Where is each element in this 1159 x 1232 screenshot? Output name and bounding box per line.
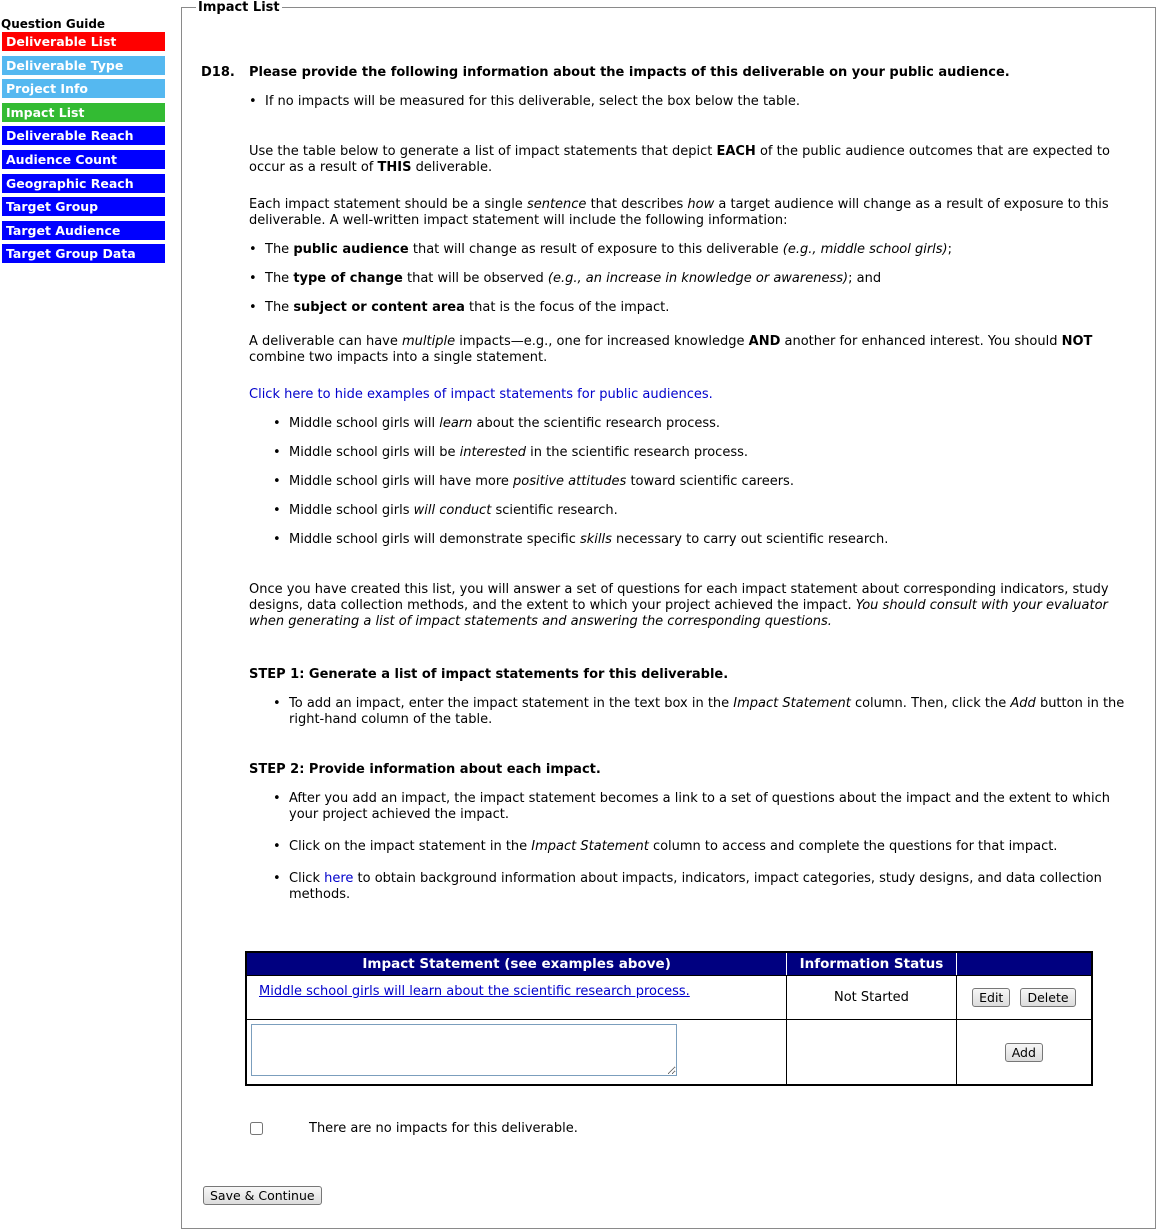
nav-audience-count[interactable]: Audience Count bbox=[2, 150, 165, 169]
step2-bullet-background: • Click here to obtain background information about impacts, indicators, impact categories, study designs, and data collection methods. bbox=[273, 871, 1139, 903]
table-row bbox=[246, 976, 1092, 1020]
col-information-status: Information Status bbox=[787, 952, 956, 976]
col-actions bbox=[956, 952, 1092, 976]
nav-project-info[interactable]: Project Info bbox=[2, 79, 165, 98]
nav-target-audience[interactable]: Target Audience bbox=[2, 221, 165, 240]
question-guide-title: Question Guide bbox=[1, 17, 106, 31]
example-item: • Middle school girls will conduct scientific research. bbox=[273, 503, 1139, 519]
example-item: • Middle school girls will learn about the scientific research process. bbox=[273, 416, 1139, 432]
step2-bullet-click: • Click on the impact statement in the Impact Statement column to access and complete the questions for that impact. bbox=[273, 839, 1139, 855]
new-impact-input[interactable] bbox=[251, 1024, 677, 1076]
nav-target-group-data[interactable]: Target Group Data bbox=[2, 244, 165, 263]
delete-button[interactable]: Delete bbox=[1020, 988, 1075, 1007]
example-item: • Middle school girls will be interested in the scientific research process. bbox=[273, 445, 1139, 461]
step1-instruction: • To add an impact, enter the impact statement in the text box in the Impact Statement column. Then, click the Add button in the right-hand column of the table. bbox=[273, 696, 1139, 728]
background-info-link[interactable]: here bbox=[324, 871, 354, 886]
once-created-paragraph: Once you have created this list, you will answer a set of questions for each impact statement about corresponding indicators, study designs, data collection methods, and the extent to which your project achieved the impact. You should consult with your evaluator when generating a list of impact statements and answering the corresponding questions. bbox=[249, 582, 1109, 629]
intro-paragraph: Use the table below to generate a list of impact statements that depict EACH of the public audience outcomes that are expected to occur as a result of THIS deliverable. bbox=[249, 144, 1110, 175]
nav-geographic-reach[interactable]: Geographic Reach bbox=[2, 174, 165, 193]
save-continue-button[interactable]: Save & Continue bbox=[203, 1186, 322, 1205]
no-impacts-instruction: • If no impacts will be measured for this deliverable, select the box below the table. bbox=[249, 94, 1139, 110]
no-impacts-option bbox=[250, 1121, 578, 1136]
question-title: Please provide the following information about the impacts of this deliverable on your public audience. bbox=[249, 65, 1010, 80]
nav-deliverable-list[interactable]: Deliverable List bbox=[2, 32, 165, 51]
info-bullet-subject: • The subject or content area that is the focus of the impact. bbox=[249, 300, 1139, 316]
new-impact-row bbox=[246, 1020, 1092, 1086]
impacts-table bbox=[245, 951, 1093, 1086]
impact-list-panel bbox=[181, 0, 1156, 1229]
impact-status: Not Started bbox=[787, 976, 956, 1020]
multiple-impacts-paragraph: A deliverable can have multiple impacts—e.g., one for increased knowledge AND another for enhanced interest. You should NOT combine two impacts into a single statement. bbox=[249, 334, 1093, 365]
hide-examples-link[interactable]: Click here to hide examples of impact statements for public audiences. bbox=[249, 387, 713, 402]
example-item: • Middle school girls will demonstrate specific skills necessary to carry out scientific research. bbox=[273, 532, 1139, 548]
step2-heading: STEP 2: Provide information about each impact. bbox=[249, 762, 601, 777]
nav-impact-list[interactable]: Impact List bbox=[2, 103, 165, 122]
no-impacts-label: There are no impacts for this deliverable. bbox=[309, 1121, 578, 1136]
nav-deliverable-type[interactable]: Deliverable Type bbox=[2, 56, 165, 75]
edit-button[interactable]: Edit bbox=[972, 988, 1010, 1007]
col-impact-statement: Impact Statement (see examples above) bbox=[246, 952, 787, 976]
step1-heading: STEP 1: Generate a list of impact statements for this deliverable. bbox=[249, 667, 729, 682]
panel-legend: Impact List bbox=[198, 0, 280, 15]
question-guide-sidebar bbox=[0, 17, 168, 268]
example-item: • Middle school girls will have more positive attitudes toward scientific careers. bbox=[273, 474, 1139, 490]
nav-target-group[interactable]: Target Group bbox=[2, 197, 165, 216]
question-number: D18. bbox=[201, 65, 235, 80]
add-button[interactable]: Add bbox=[1005, 1043, 1043, 1062]
info-bullet-audience: • The public audience that will change as result of exposure to this deliverable (e.g., middle school girls); bbox=[249, 242, 1139, 258]
nav-deliverable-reach[interactable]: Deliverable Reach bbox=[2, 126, 165, 145]
info-bullet-change: • The type of change that will be observed (e.g., an increase in knowledge or awareness); and bbox=[249, 271, 1139, 287]
table-header-row bbox=[246, 952, 1092, 976]
statement-paragraph: Each impact statement should be a single sentence that describes how a target audience will change as a result of exposure to this deliverable. A well-written impact statement will include the following information: bbox=[249, 197, 1109, 228]
no-impacts-checkbox[interactable] bbox=[250, 1122, 263, 1135]
step2-bullet-link: • After you add an impact, the impact statement becomes a link to a set of questions about the impact and the extent to which your project achieved the impact. bbox=[273, 791, 1139, 823]
impact-statement-link[interactable]: Middle school girls will learn about the scientific research process. bbox=[259, 984, 690, 999]
